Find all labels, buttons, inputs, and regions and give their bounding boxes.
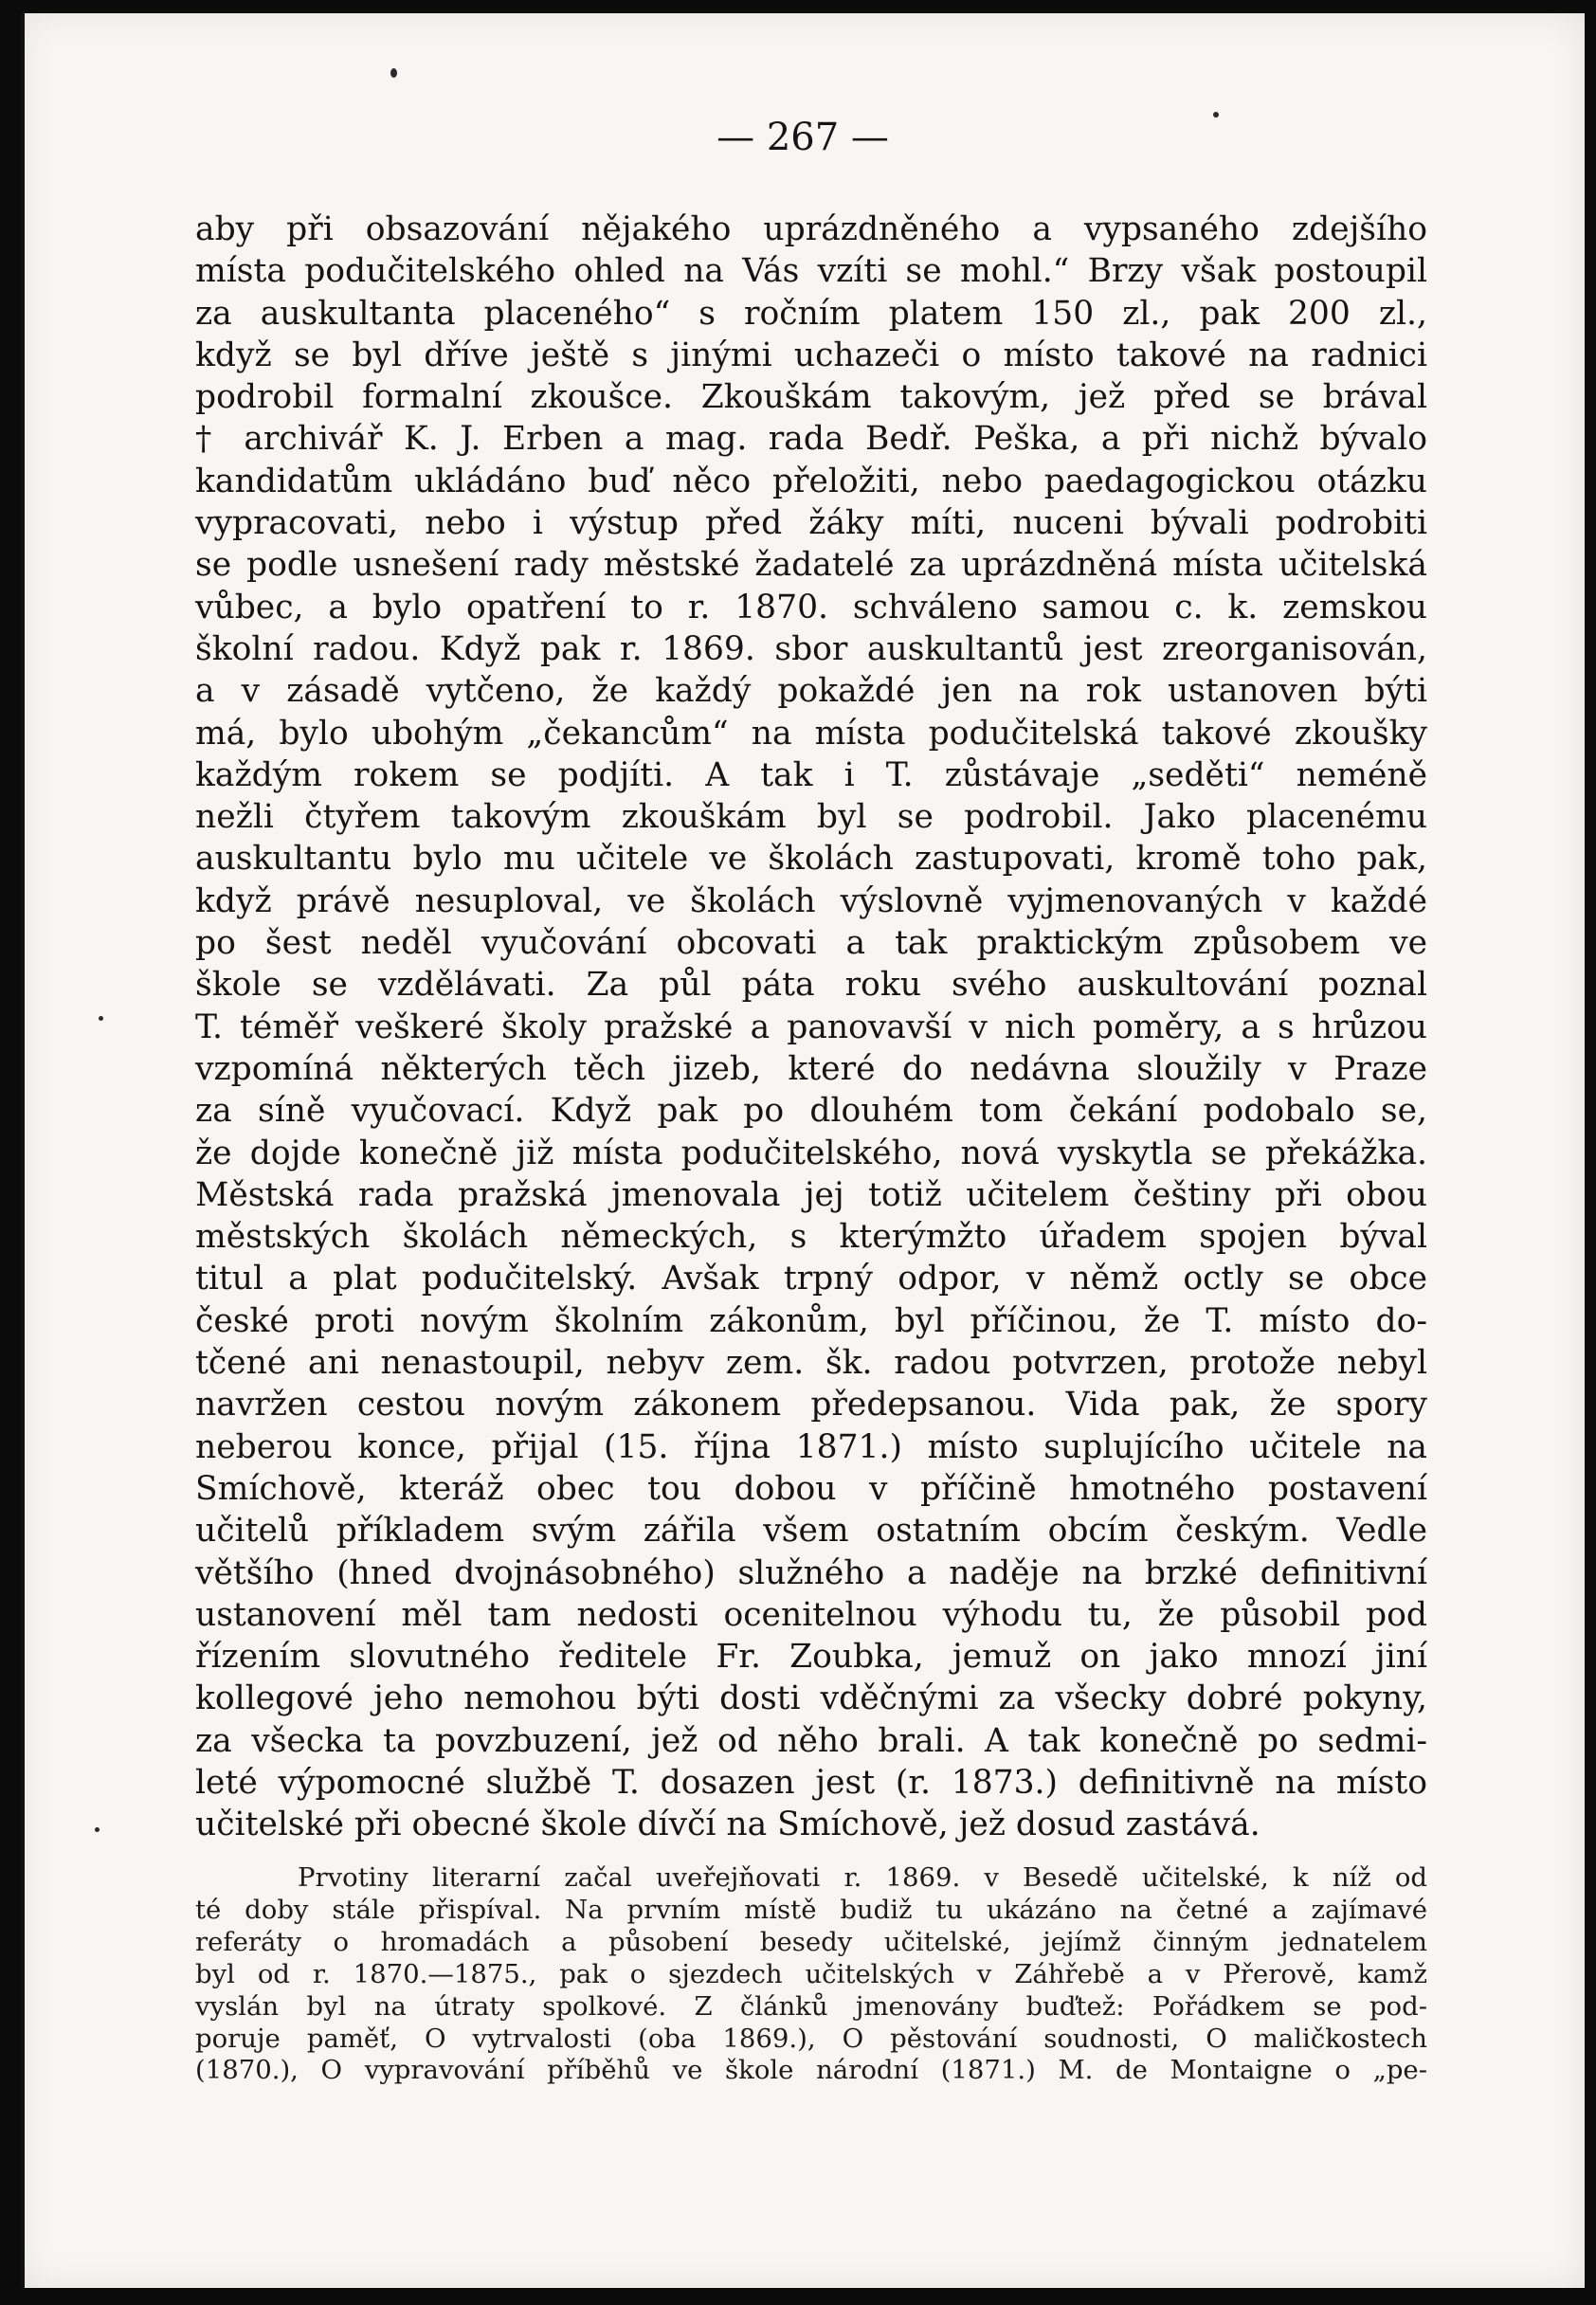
footnote-line: vyslán byl na útraty spolkové. Z článků jmenovány buďtež: Pořádkem se pod- bbox=[195, 1990, 1427, 2022]
text-line: když právě nesuploval, ve školách výslovně vyjmenovaných v každé bbox=[195, 881, 1427, 920]
text-line: za všecka ta povzbuzení, jež od něho brali. A tak konečně po sedmi- bbox=[195, 1721, 1427, 1760]
text-line: učitelské při obecné škole dívčí na Smíchově, jež dosud zastává. bbox=[195, 1806, 1260, 1844]
text-line: titul a plat podučitelský. Avšak trpný odpor, v němž octly se obce bbox=[195, 1260, 1427, 1298]
text-line: nežli čtyřem takovým zkouškám byl se podrobil. Jako placenému bbox=[195, 798, 1427, 837]
text-line: škole se vzdělávati. Za půl páta roku svého auskultování poznal bbox=[195, 966, 1427, 1005]
text-line: každým rokem se podjíti. A tak i T. zůstávaje „seděti“ neméně bbox=[195, 755, 1427, 794]
text-line: že dojde konečně již místa podučitelského, nová vyskytla se překážka. bbox=[195, 1134, 1427, 1172]
footnote-line: poruje paměť, O vytrvalosti (oba 1869.), O pěstování soudnosti, O maličkostech bbox=[195, 2023, 1427, 2054]
scanned-page bbox=[21, 13, 1585, 2288]
text-line: Městská rada pražská jmenovala jej totiž učitelem češtiny při obou bbox=[195, 1175, 1427, 1214]
footnote bbox=[195, 1862, 1427, 2087]
footnote-line: (1870.), O vypravování příběhů ve škole národní (1871.) M. de Montaigne o „pe- bbox=[195, 2055, 1427, 2086]
footnote-line: referáty o hromadách a působení besedy učitelské, jejímž činným jednatelem bbox=[195, 1926, 1427, 1957]
text-line: kandidatům ukládáno buď něco přeložiti, nebo paedagogickou otázku bbox=[195, 462, 1427, 500]
text-line: většího (hned dvojnásobného) služného a naděje na brzké definitivní bbox=[195, 1553, 1427, 1592]
text-line: a v zásadě vytčeno, že každý pokaždé jen na rok ustanoven býti bbox=[195, 672, 1427, 711]
text-line: T. téměř veškeré školy pražské a panovavší v nich poměry, a s hrůzou bbox=[195, 1007, 1427, 1046]
ink-speck bbox=[99, 1016, 103, 1021]
text-line: české proti novým školním zákonům, byl příčinou, že T. místo do- bbox=[195, 1301, 1427, 1340]
footnote-line: té doby stále přispíval. Na prvním místě budiž tu ukázáno na četné a zajímavé bbox=[195, 1894, 1427, 1925]
text-line: aby při obsazování nějakého uprázdněného a vypsaného zdejšího bbox=[195, 210, 1427, 248]
text-line: † archivář K. J. Erben a mag. rada Bedř. Peška, a při nichž bývalo bbox=[195, 420, 1427, 459]
body-text bbox=[195, 209, 1427, 1846]
text-line: ustanovení měl tam nedosti ocenitelnou výhodu tu, že působil pod bbox=[195, 1595, 1427, 1634]
text-line: po šest neděl vyučování obcovati a tak praktickým způsobem ve bbox=[195, 924, 1427, 963]
text-line: když se byl dříve ještě s jinými uchazeči o místo takové na radnici bbox=[195, 336, 1427, 374]
footnote-line: byl od r. 1870.—1875., pak o sjezdech učitelských v Záhřebě a v Přerově, kamž bbox=[195, 1958, 1427, 1989]
text-line: řízením slovutného ředitele Fr. Zoubka, jemuž on jako mnozí jiní bbox=[195, 1638, 1427, 1677]
text-line: městských školách německých, s kterýmžto úřadem spojen býval bbox=[195, 1218, 1427, 1257]
text-line: leté výpomocné službě T. dosazen jest (r. 1873.) definitivně na místo bbox=[195, 1763, 1427, 1802]
ink-speck bbox=[95, 1827, 100, 1832]
text-line: podrobil formalní zkoušce. Zkouškám takovým, jež před se brával bbox=[195, 378, 1427, 417]
text-line: neberou konce, přijal (15. října 1871.) místo suplujícího učitele na bbox=[195, 1427, 1427, 1466]
text-line: auskultantu bylo mu učitele ve školách zastupovati, kromě toho pak, bbox=[195, 840, 1427, 879]
text-line: vzpomíná některých těch jizeb, které do nedávna sloužily v Praze bbox=[195, 1049, 1427, 1088]
text-line: vůbec, a bylo opatření to r. 1870. schváleno samou c. k. zemskou bbox=[195, 588, 1427, 626]
text-line: místa podučitelského ohled na Vás vzíti se mohl.“ Brzy však postoupil bbox=[195, 252, 1427, 291]
text-line: učitelů příkladem svým zářila všem ostatním obcím českým. Vedle bbox=[195, 1512, 1427, 1551]
text-line: školní radou. Když pak r. 1869. sbor auskultantů jest zreorganisován, bbox=[195, 629, 1427, 668]
text-line: za auskultanta placeného“ s ročním platem 150 zl., pak 200 zl., bbox=[195, 294, 1427, 333]
text-line: tčené ani nenastoupil, nebyv zem. šk. radou potvrzen, protože nebyl bbox=[195, 1344, 1427, 1383]
footnote-line: Prvotiny literarní začal uveřejňovati r. 1869. v Besedě učitelské, k níž od bbox=[298, 1862, 1427, 1893]
text-line: má, bylo ubohým „čekancům“ na místa podučitelská takové zkoušky bbox=[195, 714, 1427, 753]
ink-speck bbox=[390, 68, 397, 78]
text-line: se podle usnešení rady městské žadatelé za uprázdněná místa učitelská bbox=[195, 546, 1427, 585]
text-line: navržen cestou novým zákonem předepsanou. Vida pak, že spory bbox=[195, 1386, 1427, 1425]
left-scan-edge bbox=[21, 13, 25, 2288]
text-line: kollegové jeho nemohou býti dosti vděčnými za všecky dobré pokyny, bbox=[195, 1679, 1427, 1718]
page-number: — 267 — bbox=[716, 116, 889, 159]
text-line: za síně vyučovací. Když pak po dlouhém tom čekání podobalo se, bbox=[195, 1092, 1427, 1131]
text-line: vypracovati, nebo i výstup před žáky míti, nuceni bývali podrobiti bbox=[195, 504, 1427, 543]
text-line: Smíchově, kteráž obec tou dobou v příčině hmotného postavení bbox=[195, 1469, 1427, 1508]
